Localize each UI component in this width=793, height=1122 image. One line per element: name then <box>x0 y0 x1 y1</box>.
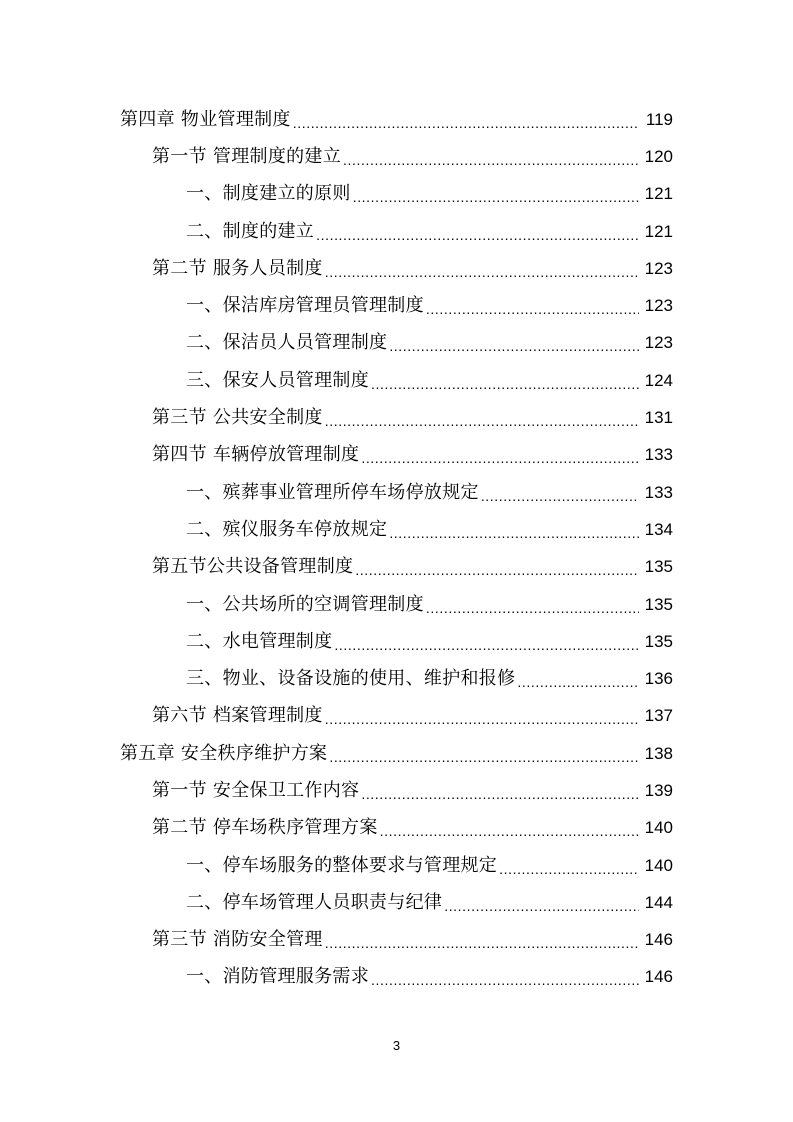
dot-leader <box>371 369 639 393</box>
toc-entry-section[interactable] <box>0 549 793 586</box>
toc-entry-page: 146 <box>644 967 673 987</box>
toc-entry-label: 第二节 服务人员制度 <box>152 257 323 279</box>
dot-leader <box>361 779 639 803</box>
table-of-contents <box>0 101 793 996</box>
toc-entry-subsection[interactable] <box>0 213 793 250</box>
toc-entry-label: 第一节 安全保卫工作内容 <box>152 779 360 801</box>
dot-leader <box>325 406 639 430</box>
toc-entry-label: 第六节 档案管理制度 <box>152 705 323 727</box>
dot-leader <box>444 891 639 915</box>
page-number: 3 <box>392 1038 401 1053</box>
toc-entry-page: 120 <box>644 146 673 166</box>
dot-leader <box>380 816 639 840</box>
toc-entry-subsection[interactable] <box>0 325 793 362</box>
dot-leader <box>325 928 639 952</box>
dot-leader <box>329 742 639 766</box>
dot-leader <box>426 593 639 617</box>
toc-entry-section[interactable] <box>0 250 793 287</box>
toc-entry-page: 134 <box>644 519 673 539</box>
toc-entry-section[interactable] <box>0 922 793 959</box>
toc-entry-subsection[interactable] <box>0 623 793 660</box>
toc-entry-page: 131 <box>644 408 673 428</box>
toc-entry-chapter-4[interactable] <box>0 101 793 138</box>
toc-entry-subsection[interactable] <box>0 847 793 884</box>
toc-entry-page: 119 <box>645 109 673 129</box>
toc-entry-section[interactable] <box>0 810 793 847</box>
toc-entry-subsection[interactable] <box>0 474 793 511</box>
toc-entry-label: 二、殡仪服务车停放规定 <box>186 518 388 540</box>
dot-leader <box>355 555 639 579</box>
toc-entry-section[interactable] <box>0 437 793 474</box>
toc-entry-label: 第四章 物业管理制度 <box>120 108 291 130</box>
dot-leader <box>481 481 639 505</box>
dot-leader <box>334 630 639 654</box>
toc-entry-page: 121 <box>644 221 673 241</box>
toc-entry-page: 121 <box>644 184 673 204</box>
dot-leader <box>343 145 639 169</box>
toc-entry-label: 二、水电管理制度 <box>186 630 333 652</box>
toc-entry-label: 三、保安人员管理制度 <box>186 369 369 391</box>
toc-entry-page: 124 <box>644 370 673 390</box>
dot-leader <box>517 667 639 691</box>
toc-entry-label: 二、停车场管理人员职责与纪律 <box>186 891 443 913</box>
toc-entry-section[interactable] <box>0 138 793 175</box>
toc-entry-label: 三、物业、设备设施的使用、维护和报修 <box>186 668 516 690</box>
dot-leader <box>293 108 639 132</box>
toc-entry-subsection[interactable] <box>0 362 793 399</box>
toc-entry-subsection[interactable] <box>0 287 793 324</box>
toc-entry-page: 138 <box>644 743 673 763</box>
dot-leader <box>389 518 639 542</box>
toc-entry-page: 123 <box>644 333 673 353</box>
toc-entry-section[interactable] <box>0 399 793 436</box>
toc-entry-label: 一、保洁库房管理员管理制度 <box>186 295 424 317</box>
toc-entry-label: 一、殡葬事业管理所停车场停放规定 <box>186 481 479 503</box>
toc-entry-page: 135 <box>644 557 673 577</box>
toc-entry-label: 一、消防管理服务需求 <box>186 966 369 988</box>
toc-entry-page: 123 <box>644 296 673 316</box>
toc-entry-label: 二、保洁员人员管理制度 <box>186 332 388 354</box>
toc-entry-subsection[interactable] <box>0 511 793 548</box>
dot-leader <box>353 182 639 206</box>
toc-entry-page: 133 <box>644 445 673 465</box>
toc-entry-subsection[interactable] <box>0 176 793 213</box>
toc-entry-label: 第五章 安全秩序维护方案 <box>120 742 328 764</box>
toc-entry-label: 一、公共场所的空调管理制度 <box>186 593 424 615</box>
dot-leader <box>389 331 639 355</box>
dot-leader <box>325 257 639 281</box>
toc-entry-page: 140 <box>644 855 673 875</box>
toc-entry-section[interactable] <box>0 698 793 735</box>
toc-entry-chapter-5[interactable] <box>0 735 793 772</box>
toc-entry-label: 第三节 消防安全管理 <box>152 929 323 951</box>
toc-entry-label: 第一节 管理制度的建立 <box>152 145 342 167</box>
toc-entry-page: 135 <box>644 594 673 614</box>
toc-entry-label: 第五节公共设备管理制度 <box>152 556 354 578</box>
toc-entry-label: 一、停车场服务的整体要求与管理规定 <box>186 854 498 876</box>
dot-leader <box>371 965 639 989</box>
toc-entry-page: 146 <box>644 930 673 950</box>
toc-entry-section[interactable] <box>0 772 793 809</box>
dot-leader <box>316 220 639 244</box>
toc-entry-page: 123 <box>644 258 673 278</box>
dot-leader <box>325 704 639 728</box>
dot-leader <box>499 854 639 878</box>
toc-entry-subsection[interactable] <box>0 586 793 623</box>
toc-entry-page: 144 <box>644 892 673 912</box>
toc-entry-label: 第四节 车辆停放管理制度 <box>152 444 360 466</box>
toc-entry-page: 140 <box>644 818 673 838</box>
toc-entry-subsection[interactable] <box>0 959 793 996</box>
dot-leader <box>426 294 639 318</box>
toc-entry-subsection[interactable] <box>0 660 793 697</box>
toc-entry-label: 第二节 停车场秩序管理方案 <box>152 817 378 839</box>
dot-leader <box>361 443 639 467</box>
toc-entry-page: 136 <box>644 669 673 689</box>
toc-entry-page: 139 <box>644 780 673 800</box>
toc-entry-subsection[interactable] <box>0 884 793 921</box>
toc-entry-label: 第三节 公共安全制度 <box>152 407 323 429</box>
toc-entry-page: 135 <box>644 631 673 651</box>
toc-entry-page: 137 <box>644 706 673 726</box>
toc-entry-label: 一、制度建立的原则 <box>186 183 351 205</box>
toc-entry-page: 133 <box>644 482 673 502</box>
toc-entry-label: 二、制度的建立 <box>186 220 315 242</box>
